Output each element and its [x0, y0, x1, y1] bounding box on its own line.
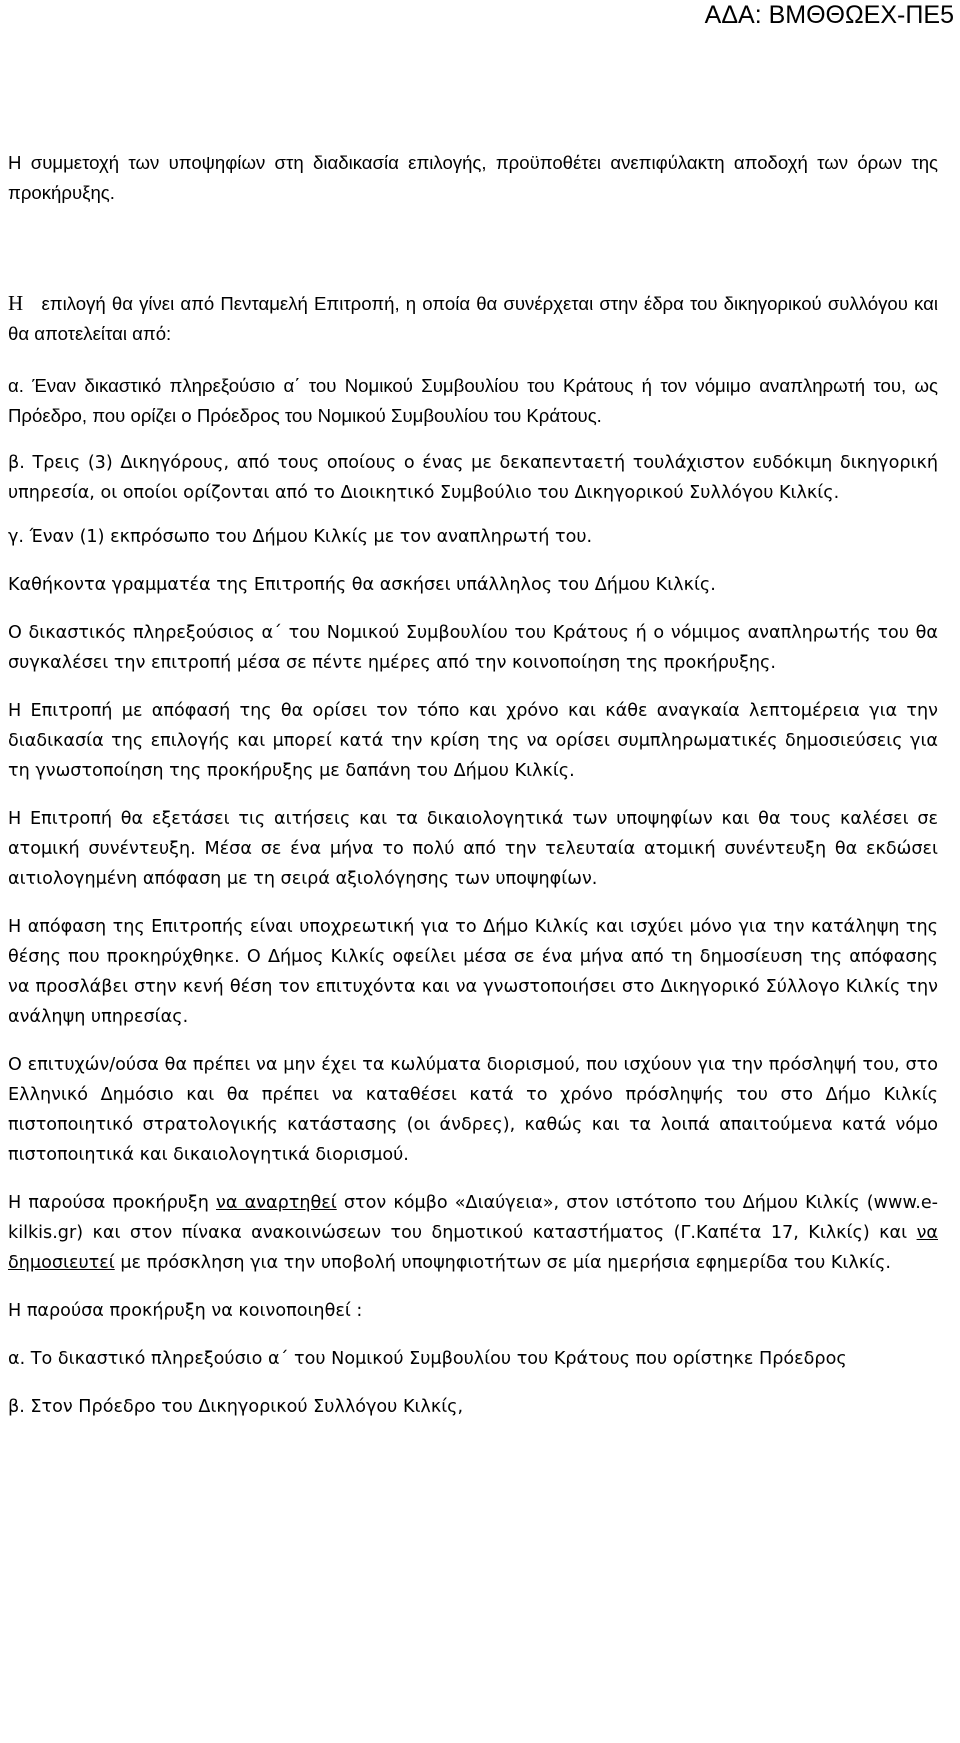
- notify-item-b: β. Στον Πρόεδρο του Δικηγορικού Συλλόγου Κιλκίς,: [8, 1397, 464, 1417]
- paragraph-publication: [8, 1188, 938, 1278]
- document-body: [8, 148, 938, 1422]
- paragraph-participation: Η συμμετοχή των υποψηφίων στη διαδικασία επιλογής, προϋποθέτει ανεπιφύλακτη αποδοχή των όρων της προκήρυξης.: [8, 152, 938, 203]
- publication-text-c: με πρόσκληση για την υποβολή υποψηφιοτήτων σε μία ημερήσια εφημερίδα του Κιλκίς.: [114, 1253, 892, 1273]
- publication-text-b: στον κόμβο «Διαύγεια», στον ιστότοπο του Δήμου Κιλκίς (www.e-kilkis.gr) και στον πίνακα ανακοινώσεων του δημοτικού καταστήματος (Γ.Καπέτα 17, Κιλκίς) και: [8, 1193, 938, 1243]
- paragraph-eligibility: Ο επιτυχών/ούσα θα πρέπει να μην έχει τα κωλύματα διορισμού, που ισχύουν για την πρόσληψή του, στο Ελληνικό Δημόσιο και θα πρέπει να καταθέσει κατά το χρόνο πρόσληψής του στο Δήμο Κιλκίς πιστοποιητικό στρατολογικής κατάστασης (οι άνδρες), καθώς και τα λοιπά απαιτούμενα κατά νόμο πιστοποιητικά και δικαιολογητικά διορισμού.: [8, 1055, 938, 1165]
- list-item-a-judicial: α. Έναν δικαστικό πληρεξούσιο α΄ του Νομικού Συμβουλίου του Κράτους ή τον νόμιμο αναπληρωτή του, ως Πρόεδρο, που ορίζει ο Πρόεδρος του Νομικού Συμβουλίου του Κράτους.: [8, 375, 938, 426]
- paragraph-procedure: Η Επιτροπή με απόφασή της θα ορίσει τον τόπο και χρόνο και κάθε αναγκαία λεπτομέρεια για την διαδικασία της επιλογής και μπορεί κατά την κρίση της να ορίσει συμπληρωματικές δημοσιεύσεις για τη γνωστοποίηση της προκήρυξης με δαπάνη του Δήμου Κιλκίς.: [8, 701, 938, 781]
- paragraph-secretary: Καθήκοντα γραμματέα της Επιτροπής θα ασκήσει υπάλληλος του Δήμου Κιλκίς.: [8, 575, 716, 595]
- paragraph-initial: Η: [8, 291, 24, 315]
- publication-underline-post: να αναρτηθεί: [216, 1193, 337, 1213]
- paragraph-committee: [8, 288, 938, 349]
- publication-text-a: Η παρούσα προκήρυξη: [8, 1193, 217, 1213]
- paragraph-convene: Ο δικαστικός πληρεξούσιος α΄ του Νομικού Συμβουλίου του Κράτους ή ο νόμιμος αναπληρωτής του θα συγκαλέσει την επιτροπή μέσα σε πέντε ημέρες από την κοινοποίηση της προκήρυξης.: [8, 623, 938, 673]
- paragraph-notify-heading: Η παρούσα προκήρυξη να κοινοποιηθεί :: [8, 1301, 363, 1321]
- publication-underline-publish: να δημοσιευτεί: [8, 1223, 938, 1273]
- list-item-c-municipal: γ. Έναν (1) εκπρόσωπο του Δήμου Κιλκίς με τον αναπληρωτή του.: [8, 527, 593, 547]
- paragraph-committee-text: επιλογή θα γίνει από Πενταμελή Επιτροπή, η οποία θα συνέρχεται στην έδρα του δικηγορικού συλλόγου και θα αποτελείται από:: [8, 293, 939, 344]
- paragraph-decision: Η απόφαση της Επιτροπής είναι υποχρεωτική για το Δήμο Κιλκίς και ισχύει μόνο για την κατάληψη της θέσης που προκηρύχθηκε. Ο Δήμος Κιλκίς οφείλει μέσα σε ένα μήνα από τη δημοσίευση της απόφασης να προσλάβει στην κενή θέση τον επιτυχόντα και να γνωστοποιήσει στο Δικηγορικό Σύλλογο Κιλκίς την ανάληψη υπηρεσίας.: [8, 917, 938, 1027]
- paragraph-interviews: Η Επιτροπή θα εξετάσει τις αιτήσεις και τα δικαιολογητικά των υποψηφίων και θα τους καλέσει σε ατομική συνέντευξη. Μέσα σε ένα μήνα το πολύ από την τελευταία ατομική συνέντευξη θα εκδώσει αιτιολογημένη απόφαση με τη σειρά αξιολόγησης των υποψηφίων.: [8, 809, 938, 889]
- notify-item-a: α. Το δικαστικό πληρεξούσιο α΄ του Νομικού Συμβουλίου του Κράτους που ορίστηκε Πρόεδρος: [8, 1349, 847, 1369]
- ada-code: ΑΔΑ: ΒΜΘΘΩΕΧ-ΠΕ5: [704, 1, 954, 29]
- list-item-b-lawyers: β. Τρεις (3) Δικηγόρους, από τους οποίους ο ένας με δεκαπενταετή τουλάχιστον ευδόκιμη δικηγορική υπηρεσία, οι οποίοι ορίζονται από το Διοικητικό Συμβούλιο του Δικηγορικού Συλλόγου Κιλκίς.: [8, 453, 938, 503]
